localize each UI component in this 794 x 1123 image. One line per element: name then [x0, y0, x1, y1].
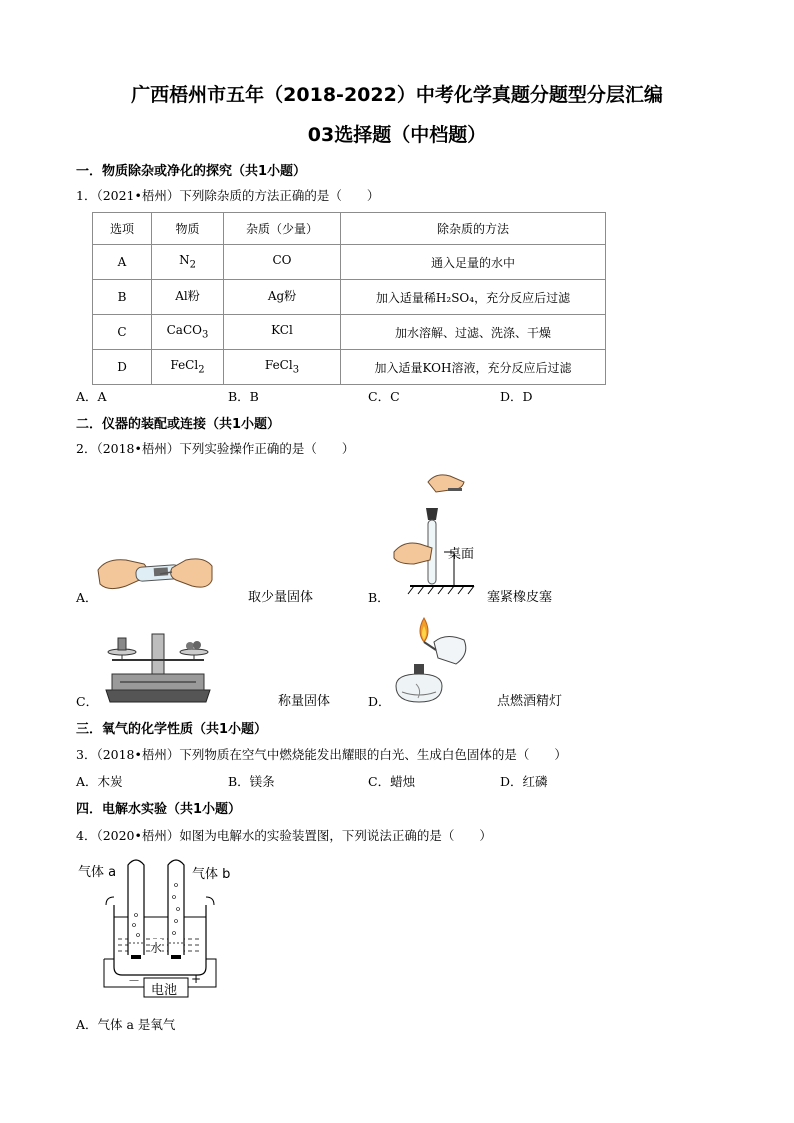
table-cell-option: C — [93, 315, 152, 350]
table-cell-method: 加水溶解、过滤、洗涤、干燥 — [341, 315, 606, 350]
q1-choice-b[interactable]: B．B — [228, 389, 259, 404]
question-4-stem: 4．（2020•梧州）如图为电解水的实验装置图，下列说法正确的是（ ） — [76, 828, 492, 843]
q3-choice-b[interactable]: B．镁条 — [228, 774, 275, 789]
table-cell-option: B — [93, 280, 152, 315]
table-cell-method: 通入足量的水中 — [341, 245, 606, 280]
table-cell-option: A — [93, 245, 152, 280]
desk-label: 桌面 — [448, 547, 475, 562]
figure-alcohol-lamp — [386, 614, 476, 710]
q2-choice-d[interactable]: D． — [368, 694, 391, 709]
table-cell-substance: CaCO$_3$ — [152, 315, 224, 350]
minus-sign: － — [128, 974, 141, 988]
q2-caption-b: 塞紧橡皮塞 — [487, 590, 553, 605]
section-heading-4: 四．电解水实验（共1小题） — [76, 802, 242, 817]
plus-sign: + — [191, 972, 202, 986]
q2-caption-d: 点燃酒精灯 — [497, 694, 563, 709]
page-title: 广西梧州市五年（2018-2022）中考化学真题分题型分层汇编 — [131, 84, 663, 106]
page-subtitle: 03选择题（中档题） — [307, 124, 487, 146]
table-cell-substance: Al粉 — [152, 280, 224, 315]
table-row — [93, 315, 606, 350]
q3-choice-d[interactable]: D．红磷 — [500, 774, 548, 789]
table-cell-substance: FeCl$_2$ — [152, 350, 224, 385]
table-row — [93, 280, 606, 315]
q2-choice-a[interactable]: A． — [76, 590, 98, 605]
table-cell-impurity: KCl — [224, 315, 341, 350]
question-3-stem: 3．（2018•梧州）下列物质在空气中燃烧能发出耀眼的白光、生成白色固体的是（ ） — [76, 747, 567, 762]
table-cell-impurity: Ag粉 — [224, 280, 341, 315]
table-header-row — [93, 213, 606, 245]
table-cell-method: 加入适量稀H₂SO₄，充分反应后过滤 — [341, 280, 606, 315]
q1-choice-c[interactable]: C．C — [368, 389, 400, 404]
figure-balance — [98, 628, 218, 708]
water-label: 水 — [150, 941, 163, 955]
q4-choice-a[interactable]: A．气体 a 是氧气 — [76, 1017, 176, 1032]
q2-choice-c[interactable]: C． — [76, 694, 99, 709]
table-row — [93, 350, 606, 385]
question-1-table — [92, 212, 606, 385]
q3-choice-c[interactable]: C．蜡烛 — [368, 774, 416, 789]
table-header-cell: 杂质（少量） — [224, 213, 341, 245]
gas-a-label: 气体 a — [78, 865, 117, 880]
table-cell-substance: $N_2$ — [152, 245, 224, 280]
section-heading-3: 三．氧气的化学性质（共1小题） — [76, 722, 268, 737]
table-row — [93, 245, 606, 280]
table-header-cell: 选项 — [93, 213, 152, 245]
table-header-cell: 物质 — [152, 213, 224, 245]
section-heading-1: 一．物质除杂或净化的探究（共1小题） — [76, 164, 307, 179]
table-header-cell: 除杂质的方法 — [341, 213, 606, 245]
q2-choice-b[interactable]: B． — [368, 590, 390, 605]
gas-b-label: 气体 b — [192, 867, 231, 882]
q3-choice-a[interactable]: A．木炭 — [76, 774, 123, 789]
q2-caption-a: 取少量固体 — [248, 590, 314, 605]
table-cell-method: 加入适量KOH溶液，充分反应后过滤 — [341, 350, 606, 385]
q1-choice-d[interactable]: D．D — [500, 389, 533, 404]
table-cell-impurity: CO — [224, 245, 341, 280]
question-1-stem: 1．（2021•梧州）下列除杂质的方法正确的是（ ） — [76, 188, 380, 203]
figure-take-solid — [96, 548, 214, 598]
table-cell-impurity: FeCl$_3$ — [224, 350, 341, 385]
table-cell-option: D — [93, 350, 152, 385]
battery-label: 电池 — [151, 983, 178, 998]
question-2-stem: 2．（2018•梧州）下列实验操作正确的是（ ） — [76, 441, 355, 456]
figure-insert-stopper — [392, 468, 482, 596]
q1-choice-a[interactable]: A．A — [76, 389, 107, 404]
section-heading-2: 二．仪器的装配或连接（共1小题） — [76, 417, 281, 432]
q2-caption-c: 称量固体 — [278, 694, 331, 709]
